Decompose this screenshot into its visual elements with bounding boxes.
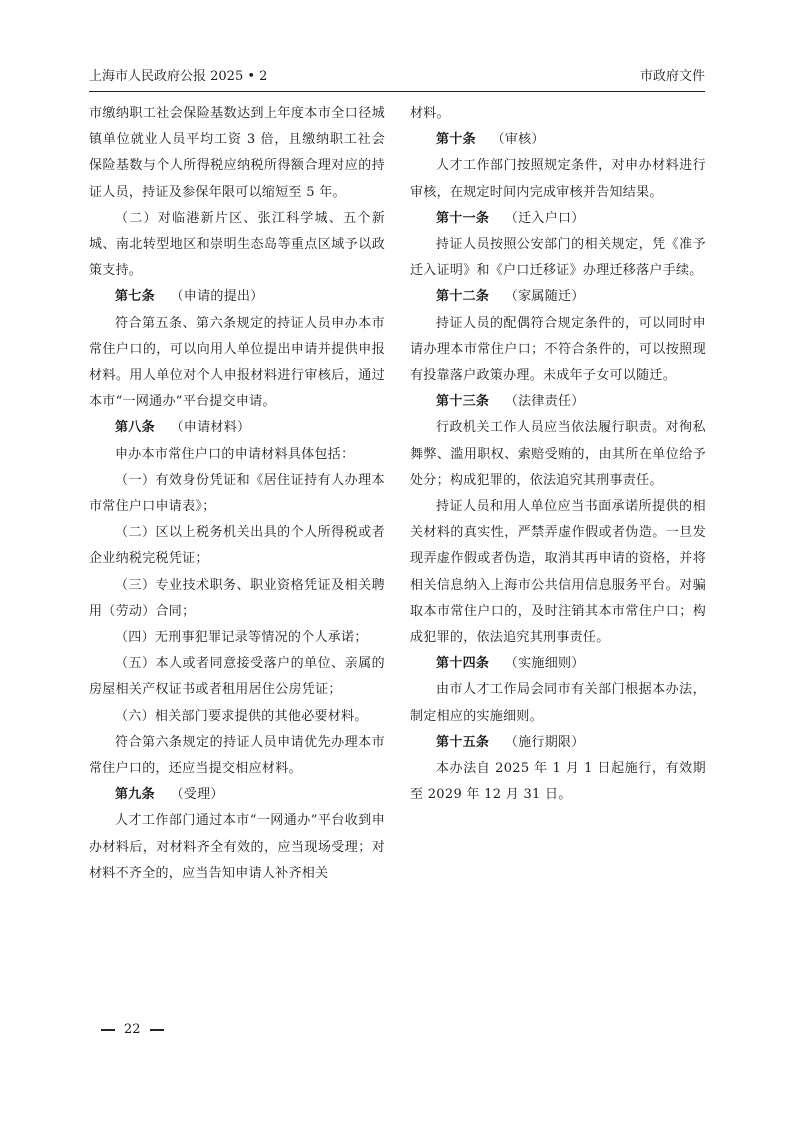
paragraph: 符合第六条规定的持证人员申请优先办理本市常住户口的，还应当提交相应材料。 <box>89 734 385 777</box>
article-heading <box>410 730 706 756</box>
paragraph: （二）对临港新片区、张江科学城、五个新城、南北转型地区和崇明生态岛等重点区域予以政策支持。 <box>89 210 385 279</box>
header-rule <box>89 91 705 92</box>
paragraph: （三）专业技术职务、职业资格凭证及相关聘用（劳动）合同； <box>89 577 385 619</box>
article-heading <box>410 651 706 677</box>
footer-dash-right <box>150 1029 164 1031</box>
article-heading <box>410 389 706 415</box>
paragraph: （六）相关部门要求提供的其他必要材料。 <box>115 708 368 724</box>
paragraph: 人才工作部门通过本市“一网通办”平台收到申办材料后，对材料齐全有效的，应当现场受理；对材料不齐全的，应当告知申请人补齐相关 <box>89 813 385 881</box>
section-title: 市政府文件 <box>639 69 705 84</box>
paragraph: （四）无刑事犯罪记录等情况的个人承诺； <box>115 630 368 646</box>
left-column <box>89 101 385 887</box>
right-column <box>410 101 706 808</box>
article-title: （申请材料） <box>170 420 251 436</box>
paragraph: 行政机关工作人员应当依法履行职责。对徇私舞弊、滥用职权、索赔受贿的，由其所在单位给予处分；构成犯罪的，依法追究其刑事责任。 <box>410 420 706 488</box>
publication-title: 上海市人民政府公报 2025 • 2 <box>89 69 268 84</box>
paragraph-continuation: 市缴纳职工社会保险基数达到上年度本市全口径城镇单位就业人员平均工资 3 倍，且缴纳职工社会保险基数与个人所得税应纳税所得额合理对应的持证人员，持证及参保年限可以缩短至 5 年。 <box>89 106 385 200</box>
article-heading <box>89 284 385 310</box>
running-header <box>89 68 705 86</box>
article-number: 第七条 <box>115 289 155 305</box>
article-number: 第十条 <box>436 132 476 148</box>
paragraph: 符合第五条、第六条规定的持证人员申办本市常住户口的，可以向用人单位提出申请并提供申报材料。用人单位对个人申报材料进行审核后，通过本市“一网通办”平台提交申请。 <box>89 315 385 410</box>
paragraph-continuation: 材料。 <box>410 106 450 121</box>
article-title: （施行期限） <box>504 734 585 750</box>
article-heading <box>410 127 706 153</box>
paragraph: 持证人员和用人单位应当书面承诺所提供的相关材料的真实性，严禁弄虚作假或者伪造。一旦发现弄虚作假或者伪造，取消其再申请的资格，并将相关信息纳入上海市公共信用信息服务平台。对骗取本市常住户口的，及时注销其本市常住户口；构成犯罪的，依法追究其刑事责任。 <box>410 499 706 646</box>
paragraph: 持证人员按照公安部门的相关规定，凭《准予迁入证明》和《户口迁移证》办理迁移落户手续。 <box>410 237 706 279</box>
article-title: （家属随迁） <box>504 289 585 305</box>
article-title: （审核） <box>491 132 545 148</box>
article-heading <box>89 782 385 808</box>
article-title: （法律责任） <box>504 394 585 410</box>
article-number: 第十二条 <box>436 289 490 305</box>
article-number: 第十四条 <box>436 656 490 672</box>
article-number: 第八条 <box>115 420 155 436</box>
paragraph: 由市人才工作局会同市有关部门根据本办法，制定相应的实施细则。 <box>410 682 706 724</box>
article-number: 第十五条 <box>436 734 490 750</box>
article-title: （申请的提出） <box>170 289 264 305</box>
article-number: 第十三条 <box>436 394 490 410</box>
article-heading <box>410 206 706 232</box>
page-footer <box>92 1021 173 1039</box>
paragraph: 持证人员的配偶符合规定条件的，可以同时申请办理本市常住户口；不符合条件的，可以按照现有投靠落户政策办理。未成年子女可以随迁。 <box>410 315 706 384</box>
paragraph: 人才工作部门按照规定条件，对申办材料进行审核，在规定时间内完成审核并告知结果。 <box>410 158 706 200</box>
paragraph: 申办本市常住户口的申请材料具体包括： <box>115 446 355 462</box>
paragraph: 本办法自 2025 年 1 月 1 日起施行，有效期至 2029 年 12 月 31 日。 <box>410 761 706 803</box>
article-title: （受理） <box>170 787 224 803</box>
article-title: （实施细则） <box>504 656 585 672</box>
footer-dash-left <box>101 1029 115 1031</box>
paragraph: （二）区以上税务机关出具的个人所得税或者企业纳税完税凭证； <box>89 525 385 567</box>
article-title: （迁入户口） <box>504 210 585 226</box>
article-heading <box>89 415 385 441</box>
page-number: 22 <box>124 1022 141 1037</box>
article-number: 第九条 <box>115 787 155 803</box>
article-number: 第十一条 <box>436 210 490 226</box>
paragraph: （五）本人或者同意接受落户的单位、亲属的房屋相关产权证书或者租用居住公房凭证； <box>89 656 385 698</box>
paragraph: （一）有效身份凭证和《居住证持有人办理本市常住户口申请表》； <box>89 472 385 515</box>
article-heading <box>410 284 706 310</box>
